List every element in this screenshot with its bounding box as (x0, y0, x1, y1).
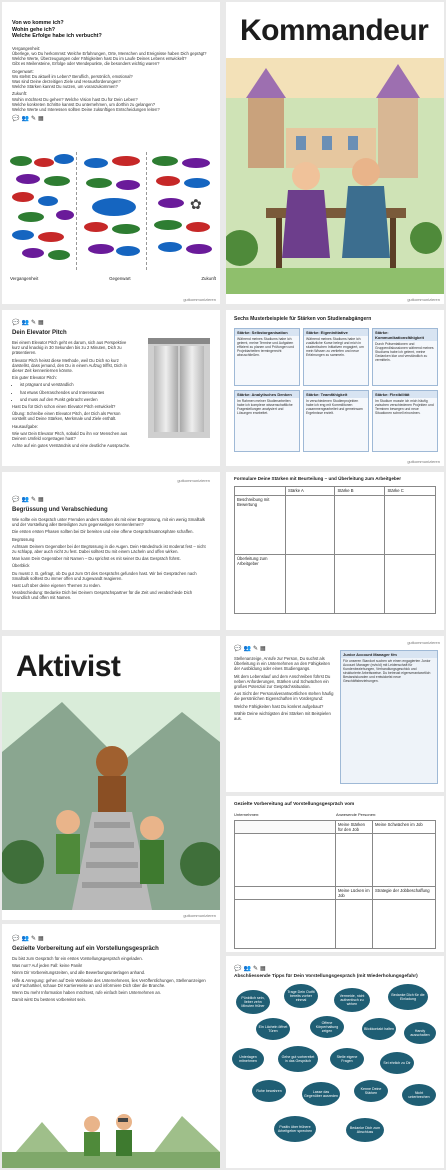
tip-bubble: Bedanke Dich zum Abschluss (346, 1118, 384, 1142)
speech-bubble-icon: 💬 (234, 966, 242, 972)
tip-bubble: Positiv über frühere Arbeitgeber sprechen (274, 1116, 316, 1142)
mindmap-bubble (22, 248, 44, 258)
page-aktivist (2, 636, 220, 920)
brand-footer: gutkommunizieren (183, 297, 216, 302)
form-cell[interactable] (235, 834, 336, 887)
tip-bubble: Bedanke Dich für die Einladung (388, 984, 428, 1010)
mindmap-bubble (186, 222, 210, 232)
tip-bubble: Nicht unterbrechen (402, 1084, 436, 1106)
hikers-illustration (2, 1092, 220, 1168)
timeline-labels: Vergangenheit Gegenwart Zukunft (10, 276, 216, 281)
speech-bubble-icon: 💬 (12, 320, 20, 326)
speech-bubble-icon: 💬 (12, 497, 20, 503)
mindmap-bubble (86, 178, 112, 188)
mindmap-bubble (48, 250, 70, 260)
strength-box: Stärke: Kommunikationsfähigkeit Durch Präsentationen und Gruppendiskussionen während meines Studiums habe ich gelernt, meine Gedanken klar und verständlich zu vermitteln. (372, 328, 438, 386)
tip-bubble: Unterlagen mitnehmen (232, 1048, 264, 1070)
mindmap-bubble (44, 176, 70, 186)
mindmap-bubble (156, 176, 180, 186)
mindmap-bubble (54, 154, 74, 164)
form-cell[interactable] (286, 555, 335, 614)
mindmap-bubble (34, 158, 54, 167)
mindmap-bubble (158, 242, 182, 252)
strength-box: Stärke: Eigeninitiative Während meines Studiums habe ich zusätzliche Kurse belegt und mich in studentischen Initiativen engagiert, um mein Wissen zu vertiefen und neue Erfahrungen zu sammeln. (303, 328, 369, 386)
elevator-image (148, 338, 210, 438)
mindmap-bubble (184, 178, 210, 188)
page-job-ad: 💬 👥 ✎ ▦ Stellenanzeige, Anrufe zur Person, Du suchst als Überleitung in ein Unternehmen an den Fähigkeiten der Ausbildung oder eines Studiengangs. Mit dem Lebenslauf und dem Anschreiben führst Du neben Anforderungen, Stärken und Schwächen ein großes Potenzial zur Gesprächssituation. Aus Sicht der Personalverantwortlichen stehen häufig die persönlichen Eigenschaften im Vordergrund: Welche Fähigkeiten hast Du konkret aufgebaut? Wähle Deine wichtigsten drei Stärken mit Beispielen aus. Junior Account Manager f/m Für unseren Standort suchen wir einen engagierten Junior Account Manager (m/w/d) mit Leidenschaft für Kundenbeziehungen, Verhandlungsgeschick und strukturierte Arbeitsweise. Du betreust eigenverantwortlich Bestandskunden und entwickelst neue Geschäftsbeziehungen. gutkommunizieren (226, 636, 444, 792)
tip-bubble: Ruhe bewahren (252, 1080, 286, 1102)
page-title: Aktivist (16, 650, 121, 683)
tip-bubble: Pünktlich sein, lieber zehn Minuten früher (236, 990, 270, 1014)
form-cell[interactable] (335, 496, 385, 555)
pencil-icon: ✎ (30, 320, 36, 326)
page-strength-form (226, 472, 444, 630)
section-title: Gezielte Vorbereitung auf Vorstellungsgespräch vom (234, 802, 355, 807)
mindmap-bubble (154, 220, 182, 230)
strength-box: Stärke: Flexibilität Im Studium musste ich mich häufig zwischen verschiedenen Projekten und Terminen bewegen und neue Situationen schnell einordnen. (372, 390, 438, 452)
toolbar-icons (234, 646, 334, 652)
mindmap-bubble (182, 158, 210, 168)
mindmap-bubble (16, 174, 40, 184)
mindmap-bubble (56, 210, 74, 220)
tip-bubble: Gehe gut vorbereitet in das Gespräch (278, 1046, 318, 1072)
past-section: Vergangenheit: Überlege, wo Du herkommst: Welche Erfahrungen, Orte, Menschen und Ereignisse haben Dich geprägt? Welche Werte, Überzeugungen oder Fähigkeiten hast Du im Laufe Deines Lebens entwickelt? Gibt es Meilensteine, Erfolge oder Wendepunkte, die besonders wichtig waren? (12, 45, 207, 67)
toolbar-icons (12, 936, 208, 942)
toolbar-icons (12, 320, 132, 326)
page-strength-examples (226, 310, 444, 466)
binocular-hikers-image (2, 1092, 220, 1168)
section-title: Gezielte Vorbereitung auf ein Vorstellungsgespräch (12, 946, 159, 952)
mindmap-bubble (116, 246, 140, 256)
brand-footer: gutkommunizieren (407, 297, 440, 302)
strength-box: Stärke: Teamfähigkeit In verschiedenen Studienprojekten habe ich eng mit Kommilitonen zusammengearbeitet und gemeinsam Ergebnisse erzielt. (303, 390, 369, 452)
bubble-mindmap (8, 152, 216, 270)
section-title: Abschliessende Tipps für Dein Vorstellungsgespräch (mit Wiederholungsgefahr) (234, 974, 418, 979)
people-icon: 👥 (243, 646, 251, 652)
mindmap-bubble (158, 198, 184, 208)
mindmap-bubble (112, 224, 140, 234)
pencil-icon: ✎ (252, 966, 258, 972)
aktivist-illustration (2, 692, 220, 910)
page-origin-reflection (2, 2, 220, 304)
pencil-icon: ✎ (30, 116, 36, 123)
page-elevator-pitch: 💬 👥 ✎ ▦ Dein Elevator Pitch Bei einem Elevator Pitch geht es darum, sich aus Perspektive kurz und knackig in 30 Sekunden bis zu 2 Minuten, Dich zu präsentieren. Elevator Pitch heisst diese Methode, weil Du Dich so kurz darstellst, dass jemand, den Du in einem Aufzug triffst, Dich in dieser Zeit kennenlernen könnte. Ein guter Elevator Pitch: • ist prägnant und verständlich • hat etwas Überraschendes und Interessantes • und muss auf den Punkt gebracht werden Hast Du für Dich schon einen Elevator Pitch entwickelt? Übung: Schreibe einen Elevator Pitch, der Dich als Person vorstellt und Deine Stärken, Merkmale und Ziele enthält. Hausaufgabe: Wie war Dein Elevator Pitch, sobald Du ihn vor Menschen aus Deinem Umfeld vorgetragen hast? Achte auf ein gutes Verständnis und eine deutliche Aussprache. (2, 310, 220, 466)
form-cell[interactable] (385, 555, 436, 614)
people-icon: 👥 (21, 116, 29, 123)
future-section: Zukunft: Wohin möchtest Du gehen? Welche Vision hast Du für Dein Leben? Welche konkreten Schritte kannst Du unternehmen, um dorthin zu gelangen? Welche Werte und Interessen sollten Deine zukünftigen Entscheidungen leiten? (12, 91, 160, 113)
mindmap-bubble (38, 196, 58, 206)
speech-bubble-icon: 💬 (234, 646, 242, 652)
strength-form-table: Stärke A Stärke B Stärke C Beschreibung mit Bewertung Überleitung zum Arbeitgeber (234, 486, 436, 614)
section-title: Formulare Deine Stärken mit Beurteilung – und Überleitung zum Arbeitgeber (234, 476, 402, 481)
tip-bubble: Offene Körperhaltung zeigen (310, 1016, 344, 1038)
mindmap-bubble (12, 230, 34, 240)
pitch-criteria-list: • ist prägnant und verständlich • hat etwas Überraschendes und Interessantes • und muss auf den Punkt gebracht werden (20, 382, 132, 402)
form-cell[interactable] (235, 821, 336, 834)
tip-bubble: Blickkontakt halten (362, 1018, 396, 1040)
mindmap-bubble (112, 156, 140, 166)
tip-bubble: Trage Dein Outfit bereits vorher einmal (284, 984, 318, 1008)
tips-bubble-cloud (226, 984, 444, 1168)
section-title: Dein Elevator Pitch (12, 330, 67, 336)
form-cell[interactable] (336, 900, 373, 949)
section-title: Sechs Musterbeispiele für Stärken von Studienabgängern (234, 316, 372, 322)
tip-bubble: Ein Lächeln öffnet Türen (256, 1018, 290, 1040)
form-cell[interactable] (235, 887, 336, 900)
tip-bubble: Sei ehrlich zu Dir (380, 1052, 414, 1074)
brand-footer: gutkommunizieren (183, 913, 216, 918)
chart-icon: ▦ (38, 320, 44, 326)
castle-scene-image (226, 58, 444, 294)
people-icon: 👥 (243, 966, 251, 972)
page-kommandeur (226, 2, 444, 304)
speech-bubble-icon: 💬 (12, 116, 20, 123)
form-cell[interactable] (336, 834, 373, 887)
chart-icon: ▦ (260, 646, 266, 652)
brand-footer: gutkommunizieren (407, 459, 440, 464)
mindmap-bubble (116, 180, 140, 190)
toolbar-icons (12, 497, 210, 503)
people-icon: 👥 (21, 936, 29, 942)
job-ad-box: Junior Account Manager f/m Für unseren Standort suchen wir einen engagierten Junior Account Manager (m/w/d) mit Leidenschaft für Kundenbeziehungen, Verhandlungsgeschick und strukturierte Arbeitsweise. Du betreust eigenverantwortlich Bestandskunden und entwickelst neue Geschäftsbeziehungen. (340, 650, 438, 784)
mindmap-bubble (92, 198, 136, 216)
tip-bubble: Stelle eigene Fragen (330, 1048, 364, 1070)
strength-box: Stärke: Analytisches Denken Im Rahmen meiner Studienarbeiten habe ich komplexe wissenschaftliche Fragestellungen analysiert und Lösungen erarbeitet. (234, 390, 300, 452)
brand-footer: gutkommunizieren (407, 640, 440, 645)
flower-icon: ✿ (190, 196, 202, 212)
mindmap-bubble (38, 232, 64, 242)
mindmap-bubble (10, 156, 32, 166)
form-cell[interactable] (286, 496, 335, 555)
mindmap-bubble (186, 244, 212, 254)
page-greeting: gutkommunizieren 💬 👥 ✎ ▦ Begrüssung und Verabschiedung Wie sollte ein Gespräch unter Fremden anders starten als mit einer Begrüssung, mit ein wenig Smalltalk und der Vorstellung aller Beteiligten zum gegenseitigen Kennenlernen? Die ersten ersten Phasen sollten bei Dir bereiten und eine offene Gesprächsatmosphäre schaffen. Begrüssung Achtsam Deinem Gegenüber bei der Begrüssung in die Augen. Dein Händedruck ist moderat fest – nicht zu schlapp, aber auch nicht zu fest. Dabei solltest Du mit einem Lächeln und offen wirken. Man kann Dein Gegenüber mit Namen – Du sprichst es mit seiner Du das Gespräch führst. Überblick Du musst z. B. gefragt, ob Du gut zum Ort des Gesprächs gefunden hast. Wir bei Gesprächen nach Smalltalk solltest Du immer offen und zugewandt reagieren. Hast Luft über deine eigenen Themen zu reden. Verabschiedung: Bedanke Dich bei Deinem Gesprächspartner für die Zeit und verabschiede Dich freundlich und offen mit Namen. (2, 472, 220, 630)
pencil-icon: ✎ (252, 646, 258, 652)
mindmap-bubble (152, 156, 178, 166)
page-final-tips (226, 956, 444, 1168)
speech-bubble-icon: 💬 (12, 936, 20, 942)
chart-icon: ▦ (38, 497, 44, 503)
form-cell[interactable] (373, 834, 436, 887)
mindmap-bubble (84, 222, 108, 232)
page-interview-preparation: 💬 👥 ✎ ▦ Gezielte Vorbereitung auf ein Vorstellungsgespräch Du bist zum Gespräch für ein erstes Vorstellungsgespräch eingeladen. Was nun? Auf jeden Fall: keine Panik! Nimm Dir Vorbereitungszeiten, und alle Bewerbungsunterlagen anhand. Hilfe & Anregung: gehen auf Dein Webseite des Unternehmens, lies Veröffentlichungen, Stellenanzeigen und Fachartikel, schaue Dir Karriereseite an und informiere Dich über die Branche. Wenn Du mehr Information haben möchtest, rufe einfach beim Unternehmen an. Damit wirst Du bestens vorbereitet sein. (2, 924, 220, 1168)
pencil-icon: ✎ (30, 497, 36, 503)
mindmap-bubble (88, 244, 114, 254)
people-icon: 👥 (21, 497, 29, 503)
toolbar-icons (12, 116, 210, 122)
form-cell[interactable] (373, 900, 436, 949)
kommandeur-illustration (226, 58, 444, 294)
chart-icon: ▦ (260, 966, 266, 972)
mindmap-bubble (84, 158, 108, 168)
page-title: Kommandeur (240, 14, 429, 47)
mindmap-bubble (12, 192, 34, 202)
present-section: Gegenwart: Wo stehst Du aktuell im Leben? Beruflich, persönlich, emotional? Was sind Deine derzeitigen Ziele und Herausforderungen? Welche Stärken kannst Du nutzen, um voranzukommen? (12, 68, 133, 90)
form-cell[interactable] (235, 900, 336, 949)
form-cell[interactable] (335, 555, 385, 614)
section-title: Begrüssung und Verabschiedung (12, 507, 108, 513)
pencil-icon: ✎ (30, 936, 36, 942)
mindmap-bubble (18, 212, 44, 222)
strength-box: Stärke: Selbstorganisation Während meines Studiums habe ich gelernt, meine Termine und Aufgaben effizient zu planen und Prüfungen und Projektarbeiten termingerecht abzuschließen. (234, 328, 300, 386)
tip-bubble: Kenne Deine Stärken (354, 1080, 388, 1102)
chart-icon: ▦ (38, 116, 44, 123)
form-cell[interactable] (385, 496, 436, 555)
chart-icon: ▦ (38, 936, 44, 942)
toolbar-icons (234, 966, 266, 972)
interview-prep-table: Meine Stärken für den Job Meine Schwächen im Job Meine Lücken im Job Strategie der Jobbeschaffung (234, 820, 436, 949)
people-icon: 👥 (21, 320, 29, 326)
tip-bubble: Handy ausschalten (404, 1022, 436, 1044)
tip-bubble: Vermeide, nicht authentisch zu wirken (334, 988, 370, 1012)
tip-bubble: Lasse das Gegenüber ausreden (302, 1082, 340, 1106)
mountain-hikers-image (2, 692, 220, 910)
page-interview-form: Gezielte Vorbereitung auf Vorstellungsgespräch vom Unternehmen: Anwesende Personen: Meine Stärken für den Job Meine Schwächen im Job Meine Lücken im Job Strategie der Jobbeschaffung (226, 796, 444, 952)
page-title: Von wo komme ich? Wohin gehe ich? Welche Erfolge habe ich verbucht? (12, 20, 102, 40)
